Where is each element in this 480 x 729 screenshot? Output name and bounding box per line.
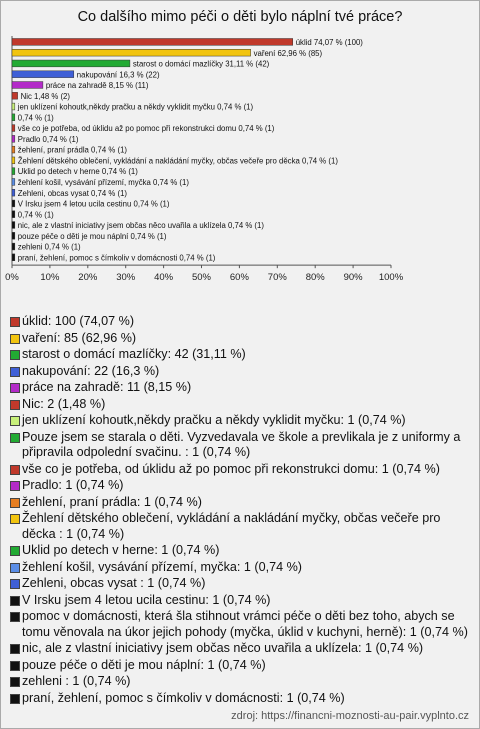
- legend-item: [10, 314, 474, 330]
- x-tick-label-8: 80%: [305, 272, 325, 284]
- legend-item: [10, 347, 474, 363]
- legend-item: [10, 478, 474, 494]
- legend-label: Pouze jsem se starala o děti. Vyzvedavala ve škole a prevlikala je z uniformy a připravila odpolední svačinu. : 1 (0,74 %): [22, 429, 461, 459]
- legend-label: starost o domácí mazlíčky: 42 (31,11 %): [22, 347, 246, 361]
- legend-item: [10, 462, 474, 478]
- x-tick-label-3: 30%: [116, 272, 136, 284]
- x-tick-label-10: 100%: [378, 272, 404, 284]
- bar-label-2: starost o domácí mazlíčky 31,11 % (42): [132, 59, 270, 69]
- bar-0: [12, 39, 293, 46]
- legend-label: zehleni : 1 (0,74 %): [22, 674, 131, 688]
- bar-label-18: pouze péče o děti je mou náplní 0,74 % (1): [17, 231, 167, 241]
- legend-swatch: [10, 612, 20, 622]
- legend-swatch: [10, 416, 20, 426]
- legend-item: [10, 641, 474, 657]
- legend-swatch: [10, 433, 20, 443]
- legend-item: [10, 511, 474, 542]
- legend-item: [10, 658, 474, 674]
- bar-label-19: zehleni 0,74 % (1): [17, 242, 81, 252]
- bar-label-11: Žehlení dětského oblečení, vykládání a nakládání myčky, občas večeře pro děcka 0,74 % (1): [17, 156, 338, 166]
- legend-label: pomoc v domácnosti, která šla stihnout vrámci péče o děti bez toho, abych se tomu věnovala na úkor jejich pohody (myčka, úklid v kuchyni, herně): 1 (0,74 %): [22, 609, 468, 639]
- legend-label: Žehlení dětského oblečení, vykládání a nakládání myčky, občas večeře pro děcka : 1 (0,74 %): [22, 511, 441, 541]
- bar-15: [12, 200, 15, 207]
- legend-label: vaření: 85 (62,96 %): [22, 330, 137, 345]
- bar-label-12: Uklid po detech v herne 0,74 % (1): [17, 167, 138, 177]
- bar-10: [12, 146, 15, 153]
- x-tick-label-4: 40%: [154, 272, 174, 284]
- bar-label-8: vše co je potřeba, od úklidu až po pomoc při rekonstrukci domu 0,74 % (1): [17, 124, 275, 134]
- x-tick-label-1: 10%: [40, 272, 60, 284]
- bar-20: [12, 254, 15, 261]
- legend-label: práce na zahradě: 11 (8,15 %): [22, 380, 192, 394]
- legend-label: úklid: 100 (74,07 %): [22, 314, 135, 328]
- legend-item: [10, 430, 474, 461]
- x-tick-label-2: 20%: [78, 272, 98, 284]
- legend-item: [10, 380, 474, 396]
- bar-4: [12, 82, 43, 89]
- bar-1: [12, 49, 251, 56]
- bar-13: [12, 179, 15, 186]
- bar-label-20: praní, žehlení, pomoc s čímkoliv v domácnosti 0,74 % (1): [17, 253, 216, 263]
- legend-label: praní, žehlení, pomoc s čímkoliv v domácnosti: 1 (0,74 %): [22, 690, 345, 705]
- legend-swatch: [10, 563, 20, 573]
- bar-8: [12, 125, 15, 132]
- bar-3: [12, 71, 74, 78]
- x-tick-label-7: 70%: [267, 272, 287, 284]
- bar-9: [12, 135, 15, 142]
- legend-item: [10, 397, 474, 413]
- bar-12: [12, 168, 15, 175]
- legend-label: V Irsku jsem 4 letou ucila cestinu: 1 (0,74 %): [22, 592, 271, 607]
- bar-label-1: vaření 62,96 % (85): [253, 48, 323, 58]
- legend-label: Uklid po detech v herne: 1 (0,74 %): [22, 543, 220, 557]
- legend-swatch: [10, 367, 20, 377]
- legend-item: [10, 576, 474, 592]
- bar-label-0: úklid 74,07 % (100): [295, 38, 363, 47]
- bar-label-14: Zehleni, obcas vysat 0,74 % (1): [17, 188, 128, 198]
- legend-label: nakupování: 22 (16,3 %): [22, 363, 160, 378]
- legend-item: [10, 495, 474, 511]
- legend-item: [10, 543, 474, 559]
- legend-swatch: [10, 481, 20, 491]
- legend-swatch: [10, 579, 20, 589]
- bar-label-7: 0,74 % (1): [17, 113, 54, 123]
- legend-swatch: [10, 514, 20, 524]
- bar-label-10: žehlení, praní prádla 0,74 % (1): [17, 145, 128, 155]
- legend-item: [10, 560, 474, 576]
- legend-swatch: [10, 465, 20, 475]
- legend-label: Nic: 2 (1,48 %): [22, 396, 106, 411]
- legend-label: Pradlo: 1 (0,74 %): [22, 478, 124, 492]
- legend-swatch: [10, 694, 20, 704]
- bar-7: [12, 114, 15, 121]
- legend-swatch: [10, 350, 20, 360]
- bar-5: [12, 92, 18, 99]
- legend-item: [10, 413, 474, 429]
- legend-label: žehlení košil, vysávání přízemí, myčka: 1 (0,74 %): [22, 559, 302, 574]
- legend-swatch: [10, 596, 20, 606]
- legend-label: Zehleni, obcas vysat : 1 (0,74 %): [22, 576, 206, 590]
- legend-swatch: [10, 661, 20, 671]
- chart-title: Co dalšího mimo péči o děti bylo náplní tvé práce?: [77, 9, 403, 25]
- legend-label: žehlení, praní prádla: 1 (0,74 %): [22, 494, 202, 509]
- bar-label-17: nic, ale z vlastní iniciativy jsem občas něco uvařila a uklízela 0,74 % (1): [17, 221, 264, 231]
- legend-swatch: [10, 383, 20, 393]
- legend: [10, 314, 474, 707]
- legend-swatch: [10, 334, 20, 344]
- bar-label-4: práce na zahradě 8,15 % (11): [45, 81, 149, 91]
- legend-swatch: [10, 400, 20, 410]
- bar-6: [12, 103, 15, 110]
- legend-item: [10, 593, 474, 609]
- x-tick-label-5: 50%: [191, 272, 212, 284]
- legend-item: [10, 364, 474, 380]
- bar-17: [12, 222, 15, 229]
- legend-label: nic, ale z vlastní iniciativy jsem občas něco uvařila a uklízela: 1 (0,74 %): [22, 641, 424, 655]
- legend-swatch: [10, 677, 20, 687]
- x-tick-label-6: 60%: [229, 272, 249, 284]
- source-note: zdroj: https://financni-moznosti-au-pair.vyplnto.cz: [231, 710, 469, 722]
- legend-item: [10, 691, 474, 707]
- x-tick-label-0: 0%: [5, 272, 19, 284]
- x-tick-label-9: 90%: [343, 272, 363, 284]
- bar-14: [12, 189, 15, 196]
- bar-label-6: jen uklízení kohoutk,někdy pračku a někdy vyklidit myčku 0,74 % (1): [17, 102, 254, 112]
- legend-swatch: [10, 546, 20, 556]
- legend-item: [10, 331, 474, 347]
- bar-label-16: 0,74 % (1): [17, 210, 54, 220]
- bar-plot: [1, 1, 479, 311]
- bar-label-5: Nic 1,48 % (2): [20, 91, 71, 101]
- legend-item: [10, 609, 474, 640]
- legend-item: [10, 674, 474, 690]
- bar-18: [12, 232, 15, 239]
- bar-11: [12, 157, 15, 164]
- bar-label-3: nakupování 16,3 % (22): [76, 70, 160, 80]
- bar-label-13: žehlení košil, vysávání přízemí, myčka 0,74 % (1): [17, 178, 189, 188]
- legend-swatch: [10, 644, 20, 654]
- legend-label: jen uklízení kohoutk,někdy pračku a někdy vyklidit myčku: 1 (0,74 %): [22, 413, 406, 427]
- bar-2: [12, 60, 130, 67]
- legend-label: vše co je potřeba, od úklidu až po pomoc při rekonstrukci domu: 1 (0,74 %): [22, 461, 440, 476]
- legend-label: pouze péče o děti je mou náplní: 1 (0,74 %): [22, 657, 266, 672]
- bar-label-15: V Irsku jsem 4 letou ucila cestinu 0,74 % (1): [17, 199, 170, 209]
- legend-swatch: [10, 498, 20, 508]
- bar-label-9: Pradlo 0,74 % (1): [17, 134, 79, 144]
- legend-swatch: [10, 317, 20, 327]
- bar-19: [12, 243, 15, 250]
- bar-16: [12, 211, 15, 218]
